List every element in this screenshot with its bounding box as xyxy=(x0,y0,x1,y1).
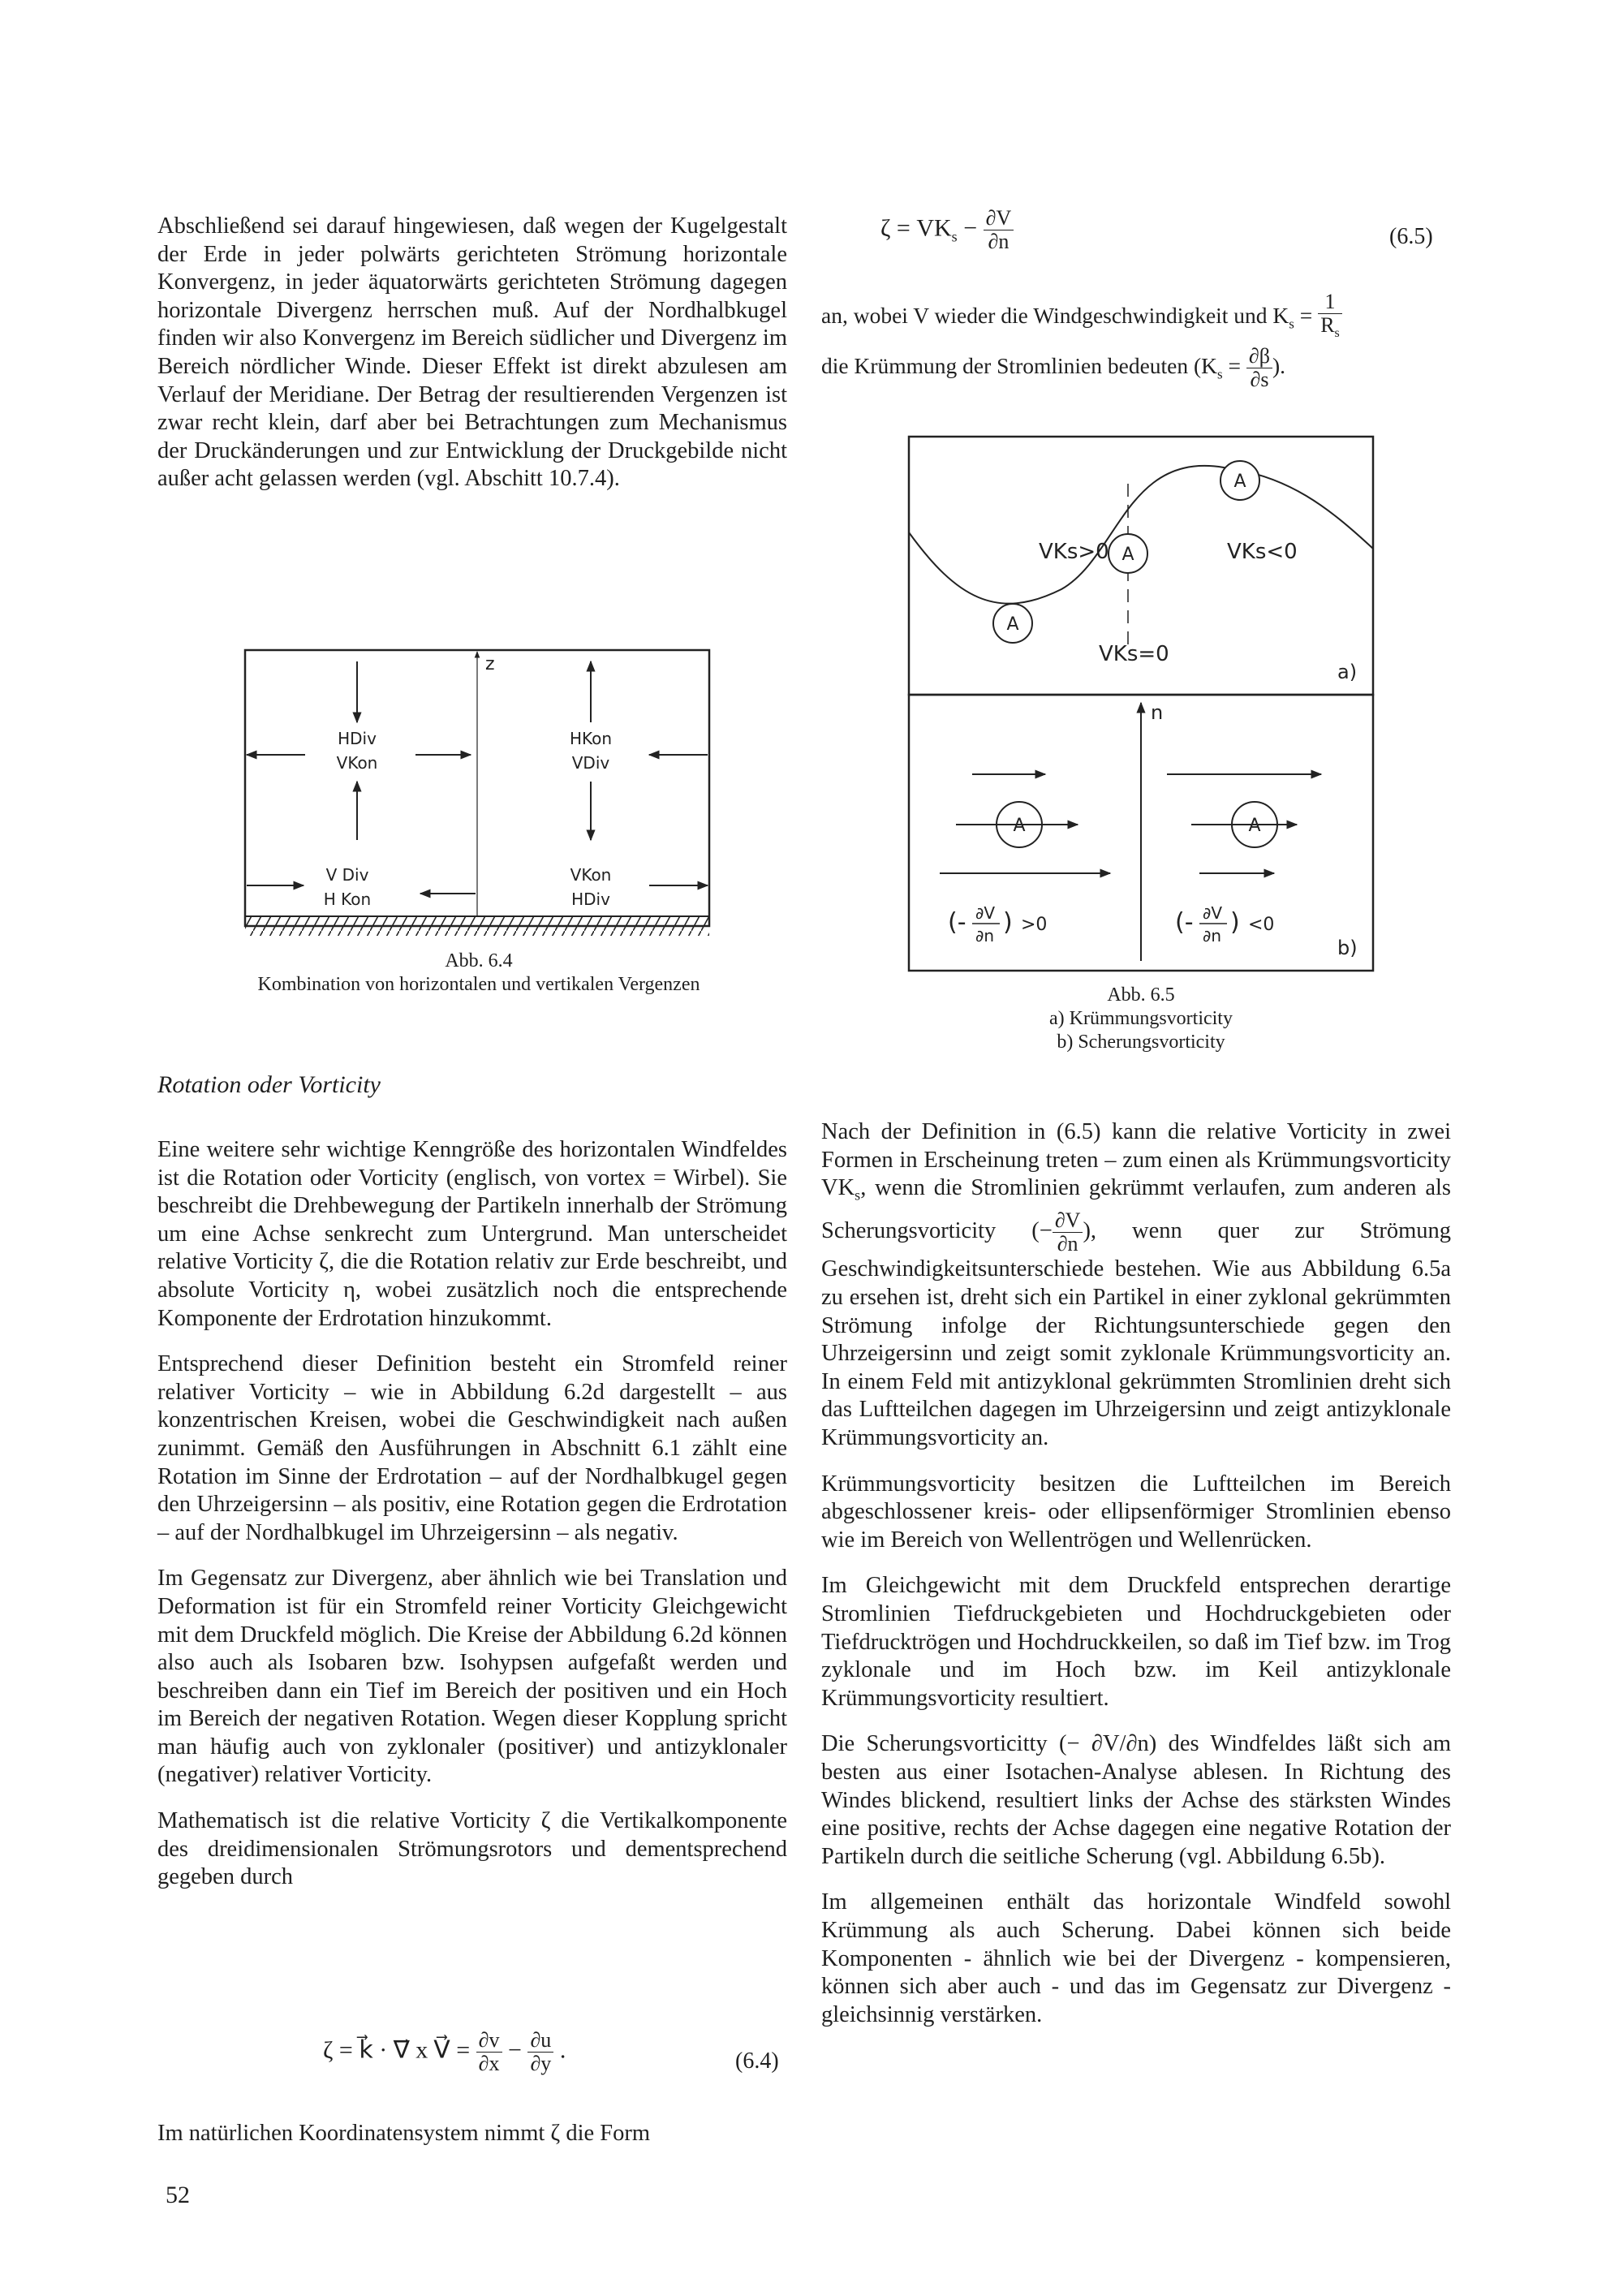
fig65a-particle-center-label: A xyxy=(1121,545,1134,565)
ri-frac1-den-sub: s xyxy=(1334,326,1340,341)
eq65-fraction xyxy=(984,207,1014,253)
eq64-minus: − xyxy=(502,2036,528,2064)
fig64-vkon2: VKon xyxy=(570,865,612,885)
right-para-5: Im allgemeinen enthält das horizontale Windfeld sowohl Krümmung als auch Scherung. Dabei können sich beide Komponenten - ähnlich wie bei der Divergenz - kompensieren, können sich aber auch - und das im Gegensatz zur Divergenz - gleichsinnig verstärken. xyxy=(821,1889,1451,2027)
fig65b-left-relation: >0 xyxy=(1021,915,1048,935)
eq64-lhs: ζ = k⃗ · ∇⃗ x V⃗ = xyxy=(323,2036,476,2064)
fig64-caption-num: Abb. 6.4 xyxy=(445,950,513,971)
fig65b-particle-right-label: A xyxy=(1248,816,1261,836)
fig65a-vks-zero: VKs=0 xyxy=(1099,642,1169,666)
fig65-caption xyxy=(907,984,1375,1054)
fig65-caption-b: b) Scherungsvorticity xyxy=(1057,1032,1225,1053)
ri-frac2 xyxy=(1246,345,1272,391)
fig64-caption-text: Kombination von horizontalen und vertikalen Vergenzen xyxy=(257,974,700,995)
left-para-1: Eine weitere sehr wichtige Kenngröße des horizontalen Windfeldes ist die Rotation oder Vorticity (englisch, von vortex = Wirbel). Sie beschreibt die Drehbewegung der Partikeln innerhalb der Strömung um eine Achse senkrecht zum Untergrund. Man unterscheidet relative Vorticity ζ, die die Rotation relativ zur Erde beschreibt, und absolute Vorticity η, wobei zusätzlich noch die entsprechende Komponente der Erdrotation hinzukommt. xyxy=(157,1137,787,1331)
rp1-a: Nach der Definition in (6.5) kann die relative Vorticity in zwei Formen in Erscheinung treten – zum einen als Krümmungsvorticity VK xyxy=(821,1119,1451,1201)
fig64-ground-hatch xyxy=(245,916,709,936)
left-para-4: Mathematisch ist die relative Vorticity ζ die Vertikalkomponente des dreidimensionalen Strömungsrotors und dementsprechend gegeben durch xyxy=(157,1808,787,1890)
fig65a-part-label: a) xyxy=(1337,661,1358,683)
fig65a-vks-pos: VKs>0 xyxy=(1039,540,1109,564)
eq64-f2-den: ∂y xyxy=(530,2052,552,2075)
fig64-hkon2: H Kon xyxy=(323,890,372,909)
fig64-vdiv: VDiv xyxy=(571,753,610,773)
section-heading: Rotation oder Vorticity xyxy=(157,1071,381,1098)
eq64-end: . xyxy=(553,2036,566,2064)
right-intro xyxy=(821,291,1451,391)
rp1-b: , wenn die Stromlinien gekrümmt verlaufen, zum anderen als Scherungsvorticity (− xyxy=(821,1175,1451,1244)
left-para-3: Im Gegensatz zur Divergenz, aber ähnlich wie bei Translation und Deformation ist für ein Stromfeld reiner Vorticity Gleichgewicht mit dem Druckfeld möglich. Die Kreise der Abbildung 6.2d können also auch als Isobaren bzw. Isohypsen aufgefaßt werden und beschreiben dann ein Tief im Bereich der positiven und ein Hoch im Bereich der negativen Rotation. Wegen dieser Kopplung spricht man häufig auch von zyklonaler (positiver) und antizyklonaler (negativer) relativer Vorticity. xyxy=(157,1566,787,1788)
ri-frac1-num: 1 xyxy=(1318,291,1342,314)
fig65b-paren-close-right: ) xyxy=(1230,908,1240,937)
right-para-3: Im Gleichgewicht mit dem Druckfeld entsprechen derartige Stromlinien Tiefdruckgebieten und Hochdruckgebieten oder Tiefdrucktrögen und Hochdruckkeilen, so daß im Tief bzw. im Trog zyklonale und im Hoch bzw. im Keil antizyklonale Krümmungsvorticity resultiert. xyxy=(821,1573,1451,1711)
eq64-f1-num: ∂v xyxy=(476,2029,502,2053)
fig64-caption xyxy=(203,950,755,997)
eq65-frac-den: ∂n xyxy=(988,230,1010,253)
figure-6-4 xyxy=(243,645,714,946)
fig65a-particle-left-label: A xyxy=(1006,614,1019,635)
rp1-sub: s xyxy=(855,1187,861,1204)
eq64-frac1 xyxy=(476,2029,502,2075)
eq64-f1-den: ∂x xyxy=(478,2052,500,2075)
right-para-1 xyxy=(821,1118,1451,1453)
ri-frac1-den-wrap xyxy=(1318,314,1342,345)
fig65b-n-label: n xyxy=(1151,701,1164,724)
ri-l2a: die Krümmung der Stromlinien bedeuten (K xyxy=(821,353,1218,378)
figure-6-5 xyxy=(907,435,1378,979)
left-para-2: Entsprechend dieser Definition besteht ein Stromfeld reiner relativer Vorticity – wie in Abbildung 6.2d dargestellt – aus konzentrischen Kreisen, wobei die Geschwindigkeit nach außen zunimmt. Gemäß den Ausführungen in Abschnitt 6.1 zählt eine Rotation im Sinne der Erdrotation – auf der Nordhalbkugel gegen den Uhrzeigersinn – als positiv, eine Rotation gegen die Erdrotation – auf der Nordhalbkugel im Uhrzeigersinn – als negativ. xyxy=(157,1351,787,1545)
fig65b-left-num: ∂V xyxy=(975,903,996,923)
left-last-text: Im natürlichen Koordinatensystem nimmt ζ die Form xyxy=(157,2121,651,2146)
rp1-frac-den: ∂n xyxy=(1057,1232,1078,1256)
fig65b-right-num: ∂V xyxy=(1203,903,1223,923)
equation-6-5 xyxy=(880,207,1014,253)
eq65-sub: s xyxy=(951,228,958,245)
right-para-4: Die Scherungsvorticitty (− ∂V/∂n) des Windfeldes läßt sich am besten aus einer Isotachen-Analyse ablesen. In Richtung des Windes blickend, resultiert links der Achse des stärksten Windes eine positive, rechts der Achse dagegen eine negative Rotation der Partikeln durch die seitliche Scherung (vgl. Abbildung 6.5b). xyxy=(821,1731,1451,1869)
left-last-line xyxy=(157,2120,787,2166)
fig64-hkon: HKon xyxy=(569,729,613,748)
fig64-hdiv: HDiv xyxy=(338,729,377,748)
ri-frac1 xyxy=(1318,291,1342,345)
fig65b-paren-open-left: (- xyxy=(948,908,966,937)
eq64-frac2 xyxy=(527,2029,553,2075)
ri-l2end: ). xyxy=(1272,353,1286,378)
fig65b-paren-open-right: (- xyxy=(1175,908,1194,937)
left-intro-paragraph xyxy=(157,213,787,511)
ri-l1sub: s xyxy=(1289,316,1294,332)
fig65b-left-den: ∂n xyxy=(975,926,995,946)
eq65-lhs: ζ = VK xyxy=(880,214,952,242)
fig65b-paren-close-left: ) xyxy=(1003,908,1013,937)
equation-6-4-number: (6.4) xyxy=(735,2048,779,2074)
fig64-z-label: z xyxy=(485,654,495,674)
equation-6-5-number: (6.5) xyxy=(1389,224,1433,249)
eq64-f2-num: ∂u xyxy=(527,2029,553,2053)
ri-frac1-den: R xyxy=(1320,313,1335,337)
fig65b-right-den: ∂n xyxy=(1203,926,1222,946)
fig65a-particle-right-label: A xyxy=(1233,472,1246,492)
rp1-frac xyxy=(1053,1209,1083,1256)
right-intro-line2 xyxy=(821,345,1451,391)
right-body xyxy=(821,1118,1451,2047)
ri-l2sub: s xyxy=(1217,366,1223,382)
fig65b-part-label: b) xyxy=(1337,937,1358,959)
left-body xyxy=(157,1136,787,1910)
ri-l2b: = xyxy=(1222,353,1246,378)
ri-l1a: an, wobei V wieder die Windgeschwindigkeit und K xyxy=(821,302,1289,328)
rp1-c: ), wenn quer zur Strömung Geschwindigkeitsunterschiede bestehen. Wie aus Abbildung 6.5a zu ersehen ist, dreht sich ein Partikel in einer zyklonal gekrümmten Strömung infolge der Richtungsunterschiede gegen den Uhrzeigersinn und zeigt somit zyklonale Krümmungsvorticity an. In einem Feld mit antizyklonal gekrümmten Stromlinien dreht sich das Luftteilchen dagegen im Uhrzeigersinn und zeigt antizyklonale Krümmungsvorticity an. xyxy=(821,1218,1452,1451)
fig65a-streamline xyxy=(909,466,1373,604)
eq65-frac-num: ∂V xyxy=(984,207,1014,230)
fig65-caption-num: Abb. 6.5 xyxy=(1107,984,1175,1006)
fig64-vdiv2: V Div xyxy=(325,865,369,885)
right-intro-line1 xyxy=(821,291,1451,345)
rp1-frac-num: ∂V xyxy=(1053,1209,1083,1233)
intro-text: Abschließend sei darauf hingewiesen, daß wegen der Kugelgestalt der Erde in jeder polwärts gerichteten Strömung horizontale Konvergenz, in jeder äquatorwärts gerichteten Strömung dagegen horizontale Divergenz herrschen muß. Auf der Nordhalbkugel finden wir also Konvergenz im Bereich südlicher und Divergenz im Bereich nördlicher Winde. Dieser Effekt ist direkt abzulesen am Verlauf der Meridiane. Der Betrag der resultierenden Vergenzen ist zwar recht klein, darf aber bei Betrachtungen zum Mechanismus der Druckänderungen und zur Entwicklung der Druckgebilde nicht außer acht gelassen werden (vgl. Abschitt 10.7.4). xyxy=(157,213,787,492)
equation-6-4 xyxy=(323,2029,566,2075)
fig65-caption-a: a) Krümmungsvorticity xyxy=(1049,1008,1233,1029)
right-para-2: Krümmungsvorticity besitzen die Luftteilchen im Bereich abgeschlossener kreis- oder ellipsenförmiger Stromlinien ebenso wie im Bereich von Wellentrögen und Wellenrücken. xyxy=(821,1471,1451,1553)
eq65-minus: − xyxy=(957,214,984,242)
fig65a-vks-neg: VKs<0 xyxy=(1227,540,1298,564)
fig65b-particle-left-label: A xyxy=(1013,816,1026,836)
fig65b-right-relation: <0 xyxy=(1248,915,1275,935)
fig64-hdiv2: HDiv xyxy=(571,890,610,909)
fig64-vkon: VKon xyxy=(336,753,378,773)
page-number: 52 xyxy=(166,2182,190,2208)
ri-l1b: = xyxy=(1294,302,1319,328)
ri-frac2-num: ∂β xyxy=(1246,345,1272,368)
ri-frac2-den: ∂s xyxy=(1250,368,1269,392)
